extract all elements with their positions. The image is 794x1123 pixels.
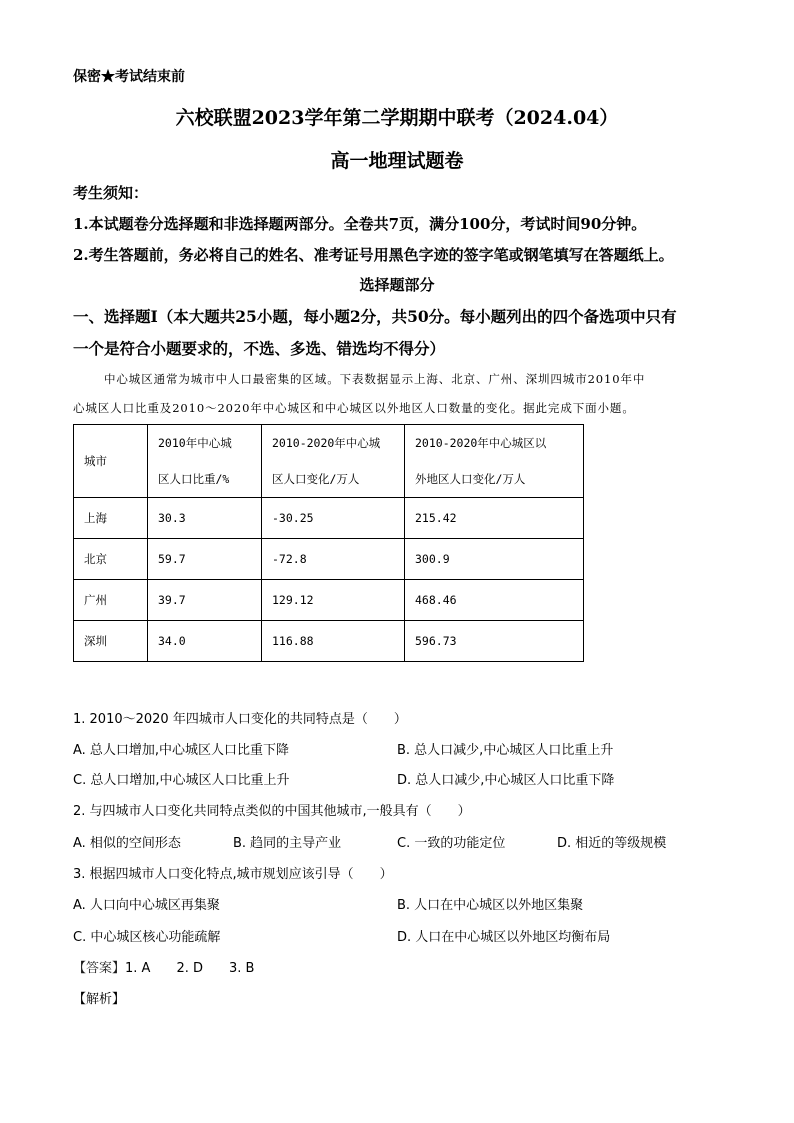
central-change-cell: 129.12 (262, 580, 405, 621)
notice-heading: 考生须知： (73, 184, 149, 202)
question-2-option-b: B. 趋同的主导产业 (233, 836, 342, 851)
passage-text: 中心城区通常为城市中人口最密集的区域。下表数据显示上海、北京、广州、深圳四城市2010年中 (104, 372, 646, 386)
header-line: 区人口比重/% (158, 472, 230, 486)
subject-title: 高一地理试题卷 (330, 150, 464, 172)
outer-change-cell: 596.73 (405, 621, 584, 662)
city-cell: 北京 (74, 539, 148, 580)
question-1-option-c: C. 总人口增加,中心城区人口比重上升 (73, 773, 290, 788)
outer-change-cell: 215.42 (405, 498, 584, 539)
question-1-option-a: A. 总人口增加,中心城区人口比重下降 (73, 743, 290, 758)
header-cell (405, 425, 584, 498)
table-row (74, 580, 584, 621)
answer-text: 1. A 2. D 3. B (125, 961, 255, 976)
central-change-cell: -72.8 (262, 539, 405, 580)
header-line: 2010年中心城 (158, 436, 232, 450)
city-cell: 深圳 (74, 621, 148, 662)
header-line: 2010-2020年中心城 (272, 436, 381, 450)
question-2-option-c: C. 一致的功能定位 (397, 836, 506, 851)
confidential-label: 保密★考试结束前 (73, 69, 185, 85)
share-cell: 34.0 (148, 621, 262, 662)
population-table (73, 424, 584, 662)
question-1-option-d: D. 总人口减少,中心城区人口比重下降 (397, 773, 615, 788)
share-cell: 30.3 (148, 498, 262, 539)
central-change-cell: 116.88 (262, 621, 405, 662)
header-line: 2010-2020年中心城区以 (415, 436, 547, 450)
part-title: 选择题部分 (359, 276, 435, 294)
table-row (74, 621, 584, 662)
question-2-option-a: A. 相似的空间形态 (73, 836, 181, 851)
header-cell (74, 425, 148, 498)
passage-text: 心城区人口比重及2010～2020年中心城区和中心城区以外地区人口数量的变化。据此完成下面小题。 (73, 401, 635, 415)
section-instructions: 一、选择题Ⅰ（本大题共25小题，每小题2分，共50分。每小题列出的四个备选项中只有 (73, 307, 677, 326)
outer-change-cell: 300.9 (405, 539, 584, 580)
header-cell (262, 425, 405, 498)
question-2-stem: 2. 与四城市人口变化共同特点类似的中国其他城市,一般具有（ ） (73, 804, 471, 819)
city-cell: 上海 (74, 498, 148, 539)
analysis-tag: 【解析】 (73, 992, 126, 1007)
header-cell (148, 425, 262, 498)
answer-tag: 【答案】 (73, 961, 126, 976)
table-row (74, 539, 584, 580)
exam-title: 六校联盟2023学年第二学期期中联考（2024.04） (175, 107, 619, 129)
answer-line (73, 957, 254, 976)
question-2-option-d: D. 相近的等级规模 (557, 836, 667, 851)
outer-change-cell: 468.46 (405, 580, 584, 621)
notice-item: 1.本试题卷分选择题和非选择题两部分。全卷共7页，满分100分，考试时间90分钟。 (73, 215, 647, 233)
central-change-cell: -30.25 (262, 498, 405, 539)
question-3-stem: 3. 根据四城市人口变化特点,城市规划应该引导（ ） (73, 867, 393, 882)
question-1-option-b: B. 总人口减少,中心城区人口比重上升 (397, 743, 614, 758)
city-cell: 广州 (74, 580, 148, 621)
header-line: 外地区人口变化/万人 (415, 472, 526, 486)
question-3-option-c: C. 中心城区核心功能疏解 (73, 930, 221, 945)
question-3-option-a: A. 人口向中心城区再集聚 (73, 898, 220, 913)
table-header-row (74, 425, 584, 498)
share-cell: 59.7 (148, 539, 262, 580)
section-instructions: 一个是符合小题要求的，不选、多选、错选均不得分） (73, 339, 446, 358)
question-3-option-d: D. 人口在中心城区以外地区均衡布局 (397, 930, 611, 945)
notice-item: 2.考生答题前，务必将自己的姓名、准考证号用黑色字迹的签字笔或钢笔填写在答题纸上。 (73, 246, 674, 264)
question-3-option-b: B. 人口在中心城区以外地区集聚 (397, 898, 584, 913)
header-city: 城市 (84, 454, 107, 468)
question-1-stem: 1. 2010～2020 年四城市人口变化的共同特点是（ ） (73, 712, 407, 727)
share-cell: 39.7 (148, 580, 262, 621)
table-row (74, 498, 584, 539)
header-line: 区人口变化/万人 (272, 472, 360, 486)
